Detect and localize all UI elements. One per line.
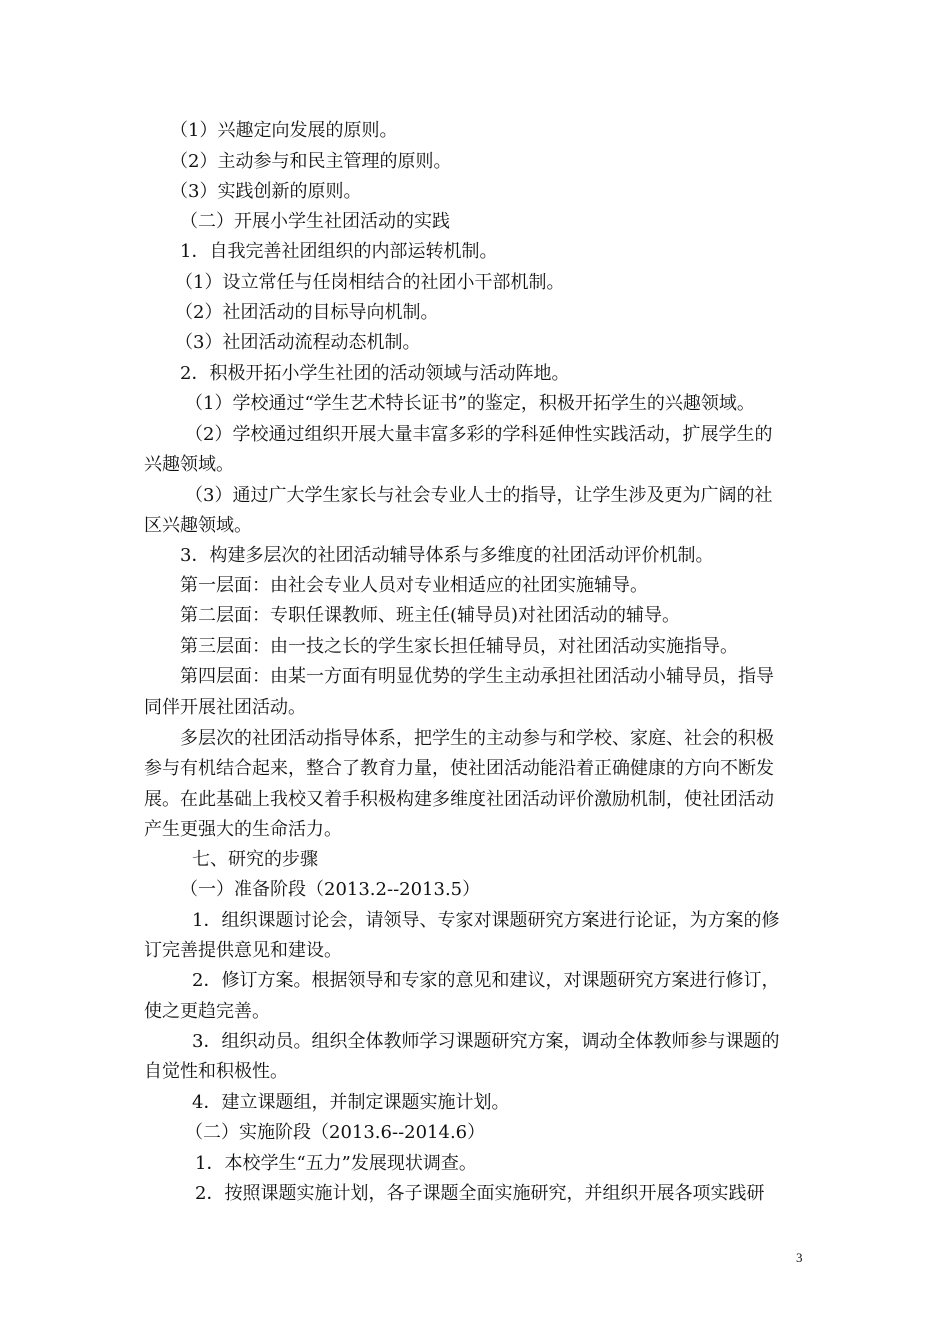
text-line: 第二层面：专职任课教师、班主任(辅导员)对社团活动的辅导。 — [180, 605, 681, 626]
text-line: 使之更趋完善。 — [144, 1001, 270, 1022]
section-heading: （一）准备阶段（2013.2--2013.5） — [180, 879, 481, 900]
text-line: （2）社团活动的目标导向机制。 — [175, 302, 439, 323]
text-line: 同伴开展社团活动。 — [144, 697, 306, 718]
text-line: （1）设立常任与任岗相结合的社团小干部机制。 — [175, 272, 565, 293]
section-heading: （二）开展小学生社团活动的实践 — [180, 211, 450, 232]
page-number: 3 — [796, 1250, 803, 1265]
text-line: 订完善提供意见和建设。 — [144, 940, 342, 961]
text-line: 3．构建多层次的社团活动辅导体系与多维度的社团活动评价机制。 — [180, 545, 714, 566]
text-line: 1．自我完善社团组织的内部运转机制。 — [180, 241, 498, 262]
text-line: 第三层面：由一技之长的学生家长担任辅导员，对社团活动实施指导。 — [180, 636, 738, 657]
text-line: 1．组织课题讨论会，请领导、专家对课题研究方案进行论证，为方案的修 — [192, 910, 780, 931]
text-line: （2）学校通过组织开展大量丰富多彩的学科延伸性实践活动，扩展学生的 — [185, 424, 773, 445]
text-line: （3）社团活动流程动态机制。 — [175, 332, 421, 353]
text-line: （3）通过广大学生家长与社会专业人士的指导，让学生涉及更为广阔的社 — [185, 485, 773, 506]
text-line: 4．建立课题组，并制定课题实施计划。 — [192, 1092, 510, 1113]
text-line: （1）兴趣定向发展的原则。 — [170, 120, 398, 141]
text-line: 参与有机结合起来，整合了教育力量，使社团活动能沿着正确健康的方向不断发 — [144, 758, 774, 779]
text-line: 多层次的社团活动指导体系，把学生的主动参与和学校、家庭、社会的积极 — [180, 728, 774, 749]
text-line: 2．按照课题实施计划，各子课题全面实施研究，并组织开展各项实践研 — [195, 1183, 765, 1204]
text-line: 第四层面：由某一方面有明显优势的学生主动承担社团活动小辅导员，指导 — [180, 666, 774, 687]
text-line: 2．积极开拓小学生社团的活动领域与活动阵地。 — [180, 363, 570, 384]
text-line: 展。在此基础上我校又着手积极构建多维度社团活动评价激励机制，使社团活动 — [144, 789, 774, 810]
text-line: 自觉性和积极性。 — [144, 1061, 288, 1082]
text-line: 1．本校学生“五力”发展现状调查。 — [195, 1153, 477, 1174]
text-line: 兴趣领域。 — [144, 454, 234, 475]
text-line: 产生更强大的生命活力。 — [144, 819, 342, 840]
text-line: 2．修订方案。根据领导和专家的意见和建议，对课题研究方案进行修订， — [192, 970, 780, 991]
text-line: 3．组织动员。组织全体教师学习课题研究方案，调动全体教师参与课题的 — [192, 1031, 780, 1052]
text-line: （3）实践创新的原则。 — [170, 181, 362, 202]
section-heading: （二）实施阶段（2013.6--2014.6） — [185, 1122, 486, 1143]
text-line: 第一层面：由社会专业人员对专业相适应的社团实施辅导。 — [180, 575, 648, 596]
text-line: （1）学校通过“学生艺术特长证书”的鉴定，积极开拓学生的兴趣领域。 — [185, 393, 755, 414]
text-line: （2）主动参与和民主管理的原则。 — [170, 151, 452, 172]
section-heading: 七、研究的步骤 — [192, 849, 318, 870]
text-line: 区兴趣领域。 — [144, 515, 252, 536]
